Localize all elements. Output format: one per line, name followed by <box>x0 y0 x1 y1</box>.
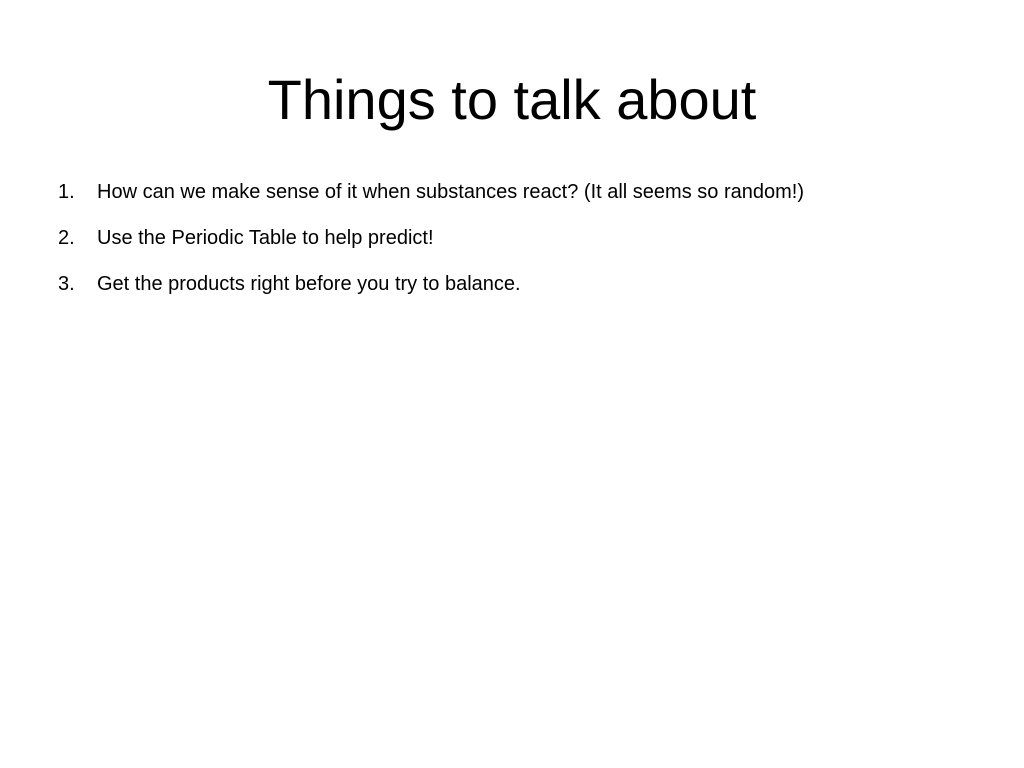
numbered-list <box>58 176 978 314</box>
list-item-number: 3. <box>58 273 75 295</box>
list-item <box>58 176 978 208</box>
list-item <box>58 268 978 300</box>
list-item <box>58 222 978 254</box>
list-item-text: How can we make sense of it when substances react? (It all seems so random!) <box>97 181 804 203</box>
slide-title: Things to talk about <box>267 68 757 131</box>
list-item-number: 1. <box>58 181 75 203</box>
list-item-text: Get the products right before you try to balance. <box>97 273 521 295</box>
list-item-text: Use the Periodic Table to help predict! <box>97 227 434 249</box>
list-item-number: 2. <box>58 227 75 249</box>
